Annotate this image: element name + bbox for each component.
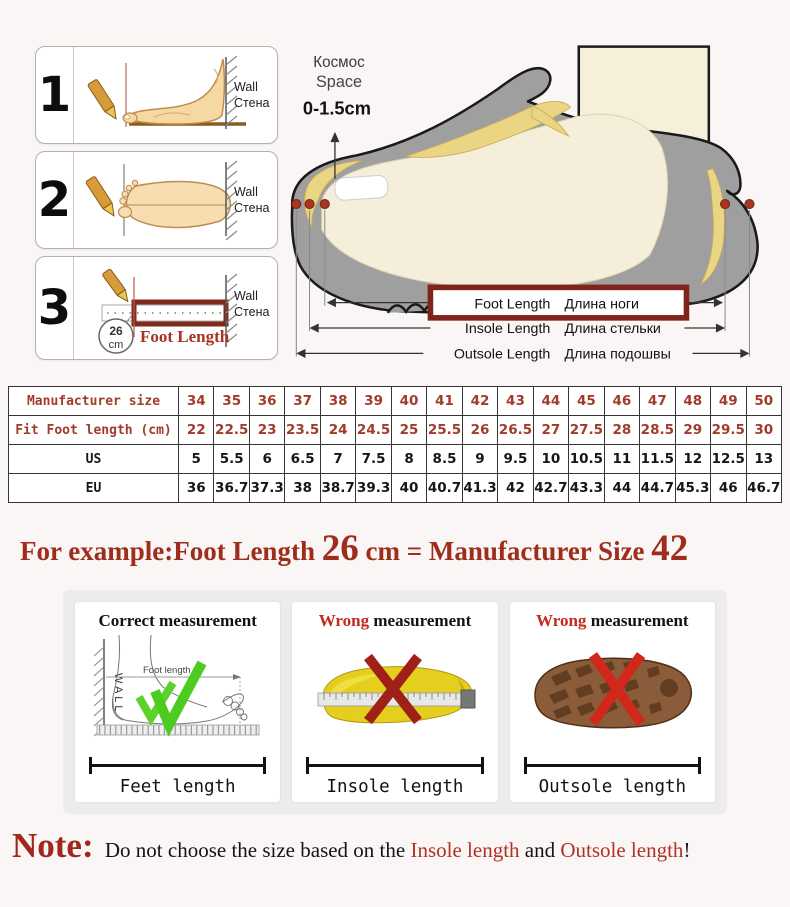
shoe-cutaway-illustration bbox=[276, 26, 784, 374]
card3-art bbox=[510, 633, 715, 755]
size-cell: 6 bbox=[249, 445, 284, 474]
size-cell: 27 bbox=[533, 416, 568, 445]
size-cell: 23.5 bbox=[285, 416, 320, 445]
example-foot-length-value: 26 bbox=[321, 528, 359, 569]
step-number: 3 bbox=[36, 257, 74, 359]
card-title: Wrong measurement bbox=[536, 611, 689, 630]
size-cell: 38.7 bbox=[320, 474, 355, 503]
size-cell: 22 bbox=[179, 416, 214, 445]
size-cell: 28 bbox=[604, 416, 639, 445]
card-wrong-outsole bbox=[510, 602, 715, 802]
size-table-row bbox=[9, 445, 782, 474]
size-cell: 5.5 bbox=[214, 445, 249, 474]
outsole-length-label-ru: Длина подошвы bbox=[564, 346, 671, 363]
measure-instructions-section bbox=[0, 0, 790, 376]
size-cell: 34 bbox=[179, 387, 214, 416]
foot-length-box bbox=[430, 287, 686, 317]
note-insole-highlight: Insole length bbox=[410, 838, 520, 862]
size-cell: 25.5 bbox=[427, 416, 462, 445]
size-cell: 46 bbox=[711, 474, 746, 503]
note-text: ! bbox=[683, 838, 691, 862]
ruler-value: 26 bbox=[109, 324, 123, 338]
size-cell: 47 bbox=[640, 387, 675, 416]
size-cell: 11 bbox=[604, 445, 639, 474]
size-cell: 37 bbox=[285, 387, 320, 416]
size-cell: 7.5 bbox=[356, 445, 391, 474]
step-panel-1 bbox=[35, 46, 278, 144]
size-cell: 45.3 bbox=[675, 474, 710, 503]
size-cell: 43.3 bbox=[569, 474, 604, 503]
size-cell: 40.7 bbox=[427, 474, 462, 503]
size-cell: 37.3 bbox=[249, 474, 284, 503]
size-row-label: Manufacturer size bbox=[9, 387, 179, 416]
size-cell: 50 bbox=[746, 387, 782, 416]
wall-vertical-label: WALL bbox=[111, 673, 124, 715]
size-cell: 28.5 bbox=[640, 416, 675, 445]
ruler-icon bbox=[97, 725, 259, 735]
card1-art bbox=[75, 633, 280, 755]
insole-length-label-en: Insole Length bbox=[464, 321, 551, 338]
size-cell: 22.5 bbox=[214, 416, 249, 445]
ruler-icon bbox=[102, 305, 226, 321]
foot-length-label-en: Foot Length bbox=[474, 296, 551, 313]
size-cell: 25 bbox=[391, 416, 426, 445]
step3-art bbox=[74, 257, 277, 359]
size-cell: 7 bbox=[320, 445, 355, 474]
card2-art bbox=[292, 633, 497, 755]
size-cell: 41.3 bbox=[462, 474, 497, 503]
size-cell: 48 bbox=[675, 387, 710, 416]
size-cell: 23 bbox=[249, 416, 284, 445]
size-cell: 44 bbox=[604, 474, 639, 503]
size-cell: 29 bbox=[675, 416, 710, 445]
size-table bbox=[8, 386, 782, 503]
size-table-row bbox=[9, 387, 782, 416]
size-cell: 41 bbox=[427, 387, 462, 416]
size-cell: 36 bbox=[249, 387, 284, 416]
size-cell: 8 bbox=[391, 445, 426, 474]
size-cell: 26.5 bbox=[498, 416, 533, 445]
pencil-icon bbox=[85, 176, 118, 219]
outsole-illustration bbox=[523, 633, 701, 751]
foot-length-annotation: Foot length bbox=[142, 665, 191, 676]
size-cell: 44.7 bbox=[640, 474, 675, 503]
size-cell: 35 bbox=[214, 387, 249, 416]
pencil-icon bbox=[87, 79, 120, 122]
insole-length-dimension bbox=[310, 321, 726, 337]
pencil-icon bbox=[102, 269, 132, 305]
size-row-label: EU bbox=[9, 474, 179, 503]
step2-art bbox=[74, 152, 277, 248]
step-number: 1 bbox=[36, 47, 74, 143]
foot-length-label-ru: Длина ноги bbox=[564, 296, 640, 313]
size-cell: 40 bbox=[391, 474, 426, 503]
size-cell: 9.5 bbox=[498, 445, 533, 474]
note-line bbox=[12, 826, 790, 866]
space-label-ru: Космос bbox=[313, 53, 365, 71]
correct-measure-illustration bbox=[89, 633, 267, 751]
size-cell: 13 bbox=[746, 445, 782, 474]
size-cell: 6.5 bbox=[285, 445, 320, 474]
size-cell: 24.5 bbox=[356, 416, 391, 445]
insole-illustration bbox=[306, 633, 484, 751]
wall-label: Wall Стена bbox=[234, 79, 270, 110]
insole-length-label-ru: Длина стельки bbox=[564, 321, 661, 338]
size-table-section bbox=[8, 386, 782, 503]
example-text: For example:Foot Length bbox=[20, 536, 322, 566]
size-cell: 36 bbox=[179, 474, 214, 503]
size-cell: 12 bbox=[675, 445, 710, 474]
step-panels bbox=[35, 46, 278, 367]
step-number: 2 bbox=[36, 152, 74, 248]
card-caption: Feet length bbox=[119, 777, 236, 797]
shoe-cutaway-diagram bbox=[276, 26, 784, 374]
note-text: Do not choose the size based on the bbox=[99, 838, 411, 862]
size-cell: 30 bbox=[746, 416, 782, 445]
size-table-body bbox=[9, 387, 782, 503]
wall-hatch-icon bbox=[94, 639, 104, 736]
size-cell: 46.7 bbox=[746, 474, 782, 503]
ruler-unit: cm bbox=[108, 339, 124, 351]
size-cell: 38 bbox=[285, 474, 320, 503]
size-cell: 24 bbox=[320, 416, 355, 445]
size-cell: 42.7 bbox=[533, 474, 568, 503]
size-cell: 11.5 bbox=[640, 445, 675, 474]
size-cell: 26 bbox=[462, 416, 497, 445]
size-cell: 27.5 bbox=[569, 416, 604, 445]
step1-art bbox=[74, 47, 277, 143]
card-caption: Outsole length bbox=[538, 777, 687, 797]
size-table-row bbox=[9, 416, 782, 445]
card-title: Correct measurement bbox=[98, 611, 257, 630]
dimension-line bbox=[524, 757, 701, 774]
size-cell: 42 bbox=[498, 474, 533, 503]
note-label: Note: bbox=[12, 826, 94, 865]
example-size-value: 42 bbox=[651, 528, 689, 569]
step-panel-3 bbox=[35, 256, 278, 360]
size-cell: 10 bbox=[533, 445, 568, 474]
space-label-en: Space bbox=[315, 73, 363, 92]
dimension-line bbox=[89, 757, 266, 774]
size-cell: 10.5 bbox=[569, 445, 604, 474]
step-panel-2 bbox=[35, 151, 278, 249]
size-cell: 40 bbox=[391, 387, 426, 416]
foot-length-caption: Foot Length bbox=[140, 327, 230, 346]
example-line bbox=[20, 527, 790, 570]
foot-illustration bbox=[126, 59, 224, 124]
size-table-row bbox=[9, 474, 782, 503]
wall-label: Wall Стена bbox=[234, 184, 270, 215]
space-value: 0-1.5cm bbox=[302, 97, 371, 119]
size-cell: 43 bbox=[498, 387, 533, 416]
size-cell: 44 bbox=[533, 387, 568, 416]
size-row-label: US bbox=[9, 445, 179, 474]
size-cell: 9 bbox=[462, 445, 497, 474]
size-cell: 39 bbox=[356, 387, 391, 416]
size-cell: 12.5 bbox=[711, 445, 746, 474]
dimension-line bbox=[306, 757, 483, 774]
note-outsole-highlight: Outsole length bbox=[560, 838, 684, 862]
card-caption: Insole length bbox=[326, 777, 464, 797]
measurement-cards bbox=[63, 590, 727, 814]
size-cell: 42 bbox=[462, 387, 497, 416]
size-cell: 39.3 bbox=[356, 474, 391, 503]
outsole-length-dimension bbox=[296, 346, 749, 362]
card-title: Wrong measurement bbox=[318, 611, 472, 630]
size-cell: 8.5 bbox=[427, 445, 462, 474]
example-text: cm = Manufacturer Size bbox=[358, 536, 652, 566]
outsole-length-label-en: Outsole Length bbox=[453, 346, 551, 363]
note-text: and bbox=[519, 838, 561, 862]
card-wrong-insole bbox=[292, 602, 497, 802]
wall-label: Wall Стена bbox=[234, 288, 270, 319]
toe-cap bbox=[334, 175, 388, 201]
size-cell: 45 bbox=[569, 387, 604, 416]
size-cell: 38 bbox=[320, 387, 355, 416]
size-cell: 46 bbox=[604, 387, 639, 416]
size-cell: 5 bbox=[179, 445, 214, 474]
size-cell: 29.5 bbox=[711, 416, 746, 445]
card-correct-measurement bbox=[75, 602, 280, 802]
size-cell: 36.7 bbox=[214, 474, 249, 503]
size-row-label: Fit Foot length (cm) bbox=[9, 416, 179, 445]
size-cell: 49 bbox=[711, 387, 746, 416]
